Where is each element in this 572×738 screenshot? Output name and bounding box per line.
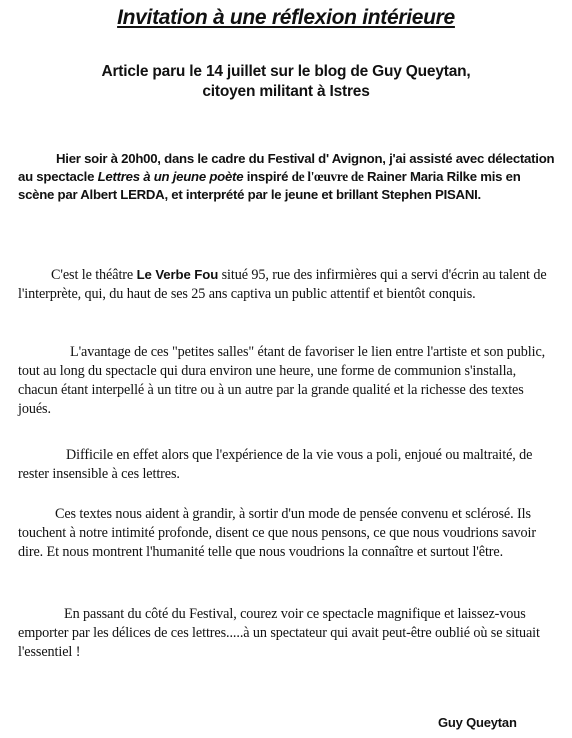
- paragraph-textes: Ces textes nous aident à grandir, à sortir d'un mode de pensée convenu et sclérosé. Ils touchent à notre intimité profonde, disent ce que nous pensons, ce que nous voudrions savoir dire. Et nous montrent l'humanité telle que nous voudrions la connaître et surtout l'être.: [18, 506, 536, 560]
- subtitle-line-1: Article paru le 14 juillet sur le blog de Guy Queytan,: [101, 63, 471, 80]
- document-title: Invitation à une réflexion intérieure: [117, 6, 455, 29]
- author-signature: Guy Queytan: [438, 715, 517, 730]
- document-subtitle: [0, 62, 572, 102]
- intro-paragraph: [18, 150, 558, 204]
- paragraph-theatre: [18, 265, 558, 304]
- paragraph-petites-salles: L'avantage de ces "petites salles" étant de favoriser le lien entre l'artiste et son public, tout au long du spectacle qui dura environ une heure, une forme de communion s'installa, chacun étant interpellé à un titre ou à un autre par la grande qualité et la richesse des textes joués.: [18, 344, 546, 417]
- paragraph-theatre-before: C'est le théâtre: [51, 267, 137, 283]
- intro-text-3: de l'œuvre de: [291, 169, 364, 184]
- paragraph-festival: En passant du côté du Festival, courez voir ce spectacle magnifique et laissez-vous emporter par les délices de ces lettres.....à un spectateur qui avait peut-être oublié où se situait l'essentiel !: [18, 606, 540, 660]
- play-title: Lettres à un jeune poète: [97, 169, 244, 184]
- intro-text-4: Rainer Maria Rilke mis en scène par Albert LERDA, et interprété par le jeune et brillant Stephen PISANI.: [18, 169, 521, 202]
- subtitle-line-2: citoyen militant à Istres: [202, 83, 370, 100]
- paragraph-experience: Difficile en effet alors que l'expérience de la vie vous a poli, enjoué ou maltraité, de rester insensible à ces lettres.: [18, 447, 533, 482]
- intro-text-1: Hier soir à 20h00, dans le cadre du Festival d' Avignon, j'ai assisté avec délectation au spectacle: [18, 151, 555, 184]
- intro-text-2: inspiré: [243, 169, 292, 184]
- theatre-name: Le Verbe Fou: [136, 267, 219, 282]
- paragraph-theatre-after: situé 95, rue des infirmières qui a servi d'écrin au talent de l'interprète, qui, du haut de ses 25 ans captiva un public attentif et bientôt conquis.: [18, 267, 547, 302]
